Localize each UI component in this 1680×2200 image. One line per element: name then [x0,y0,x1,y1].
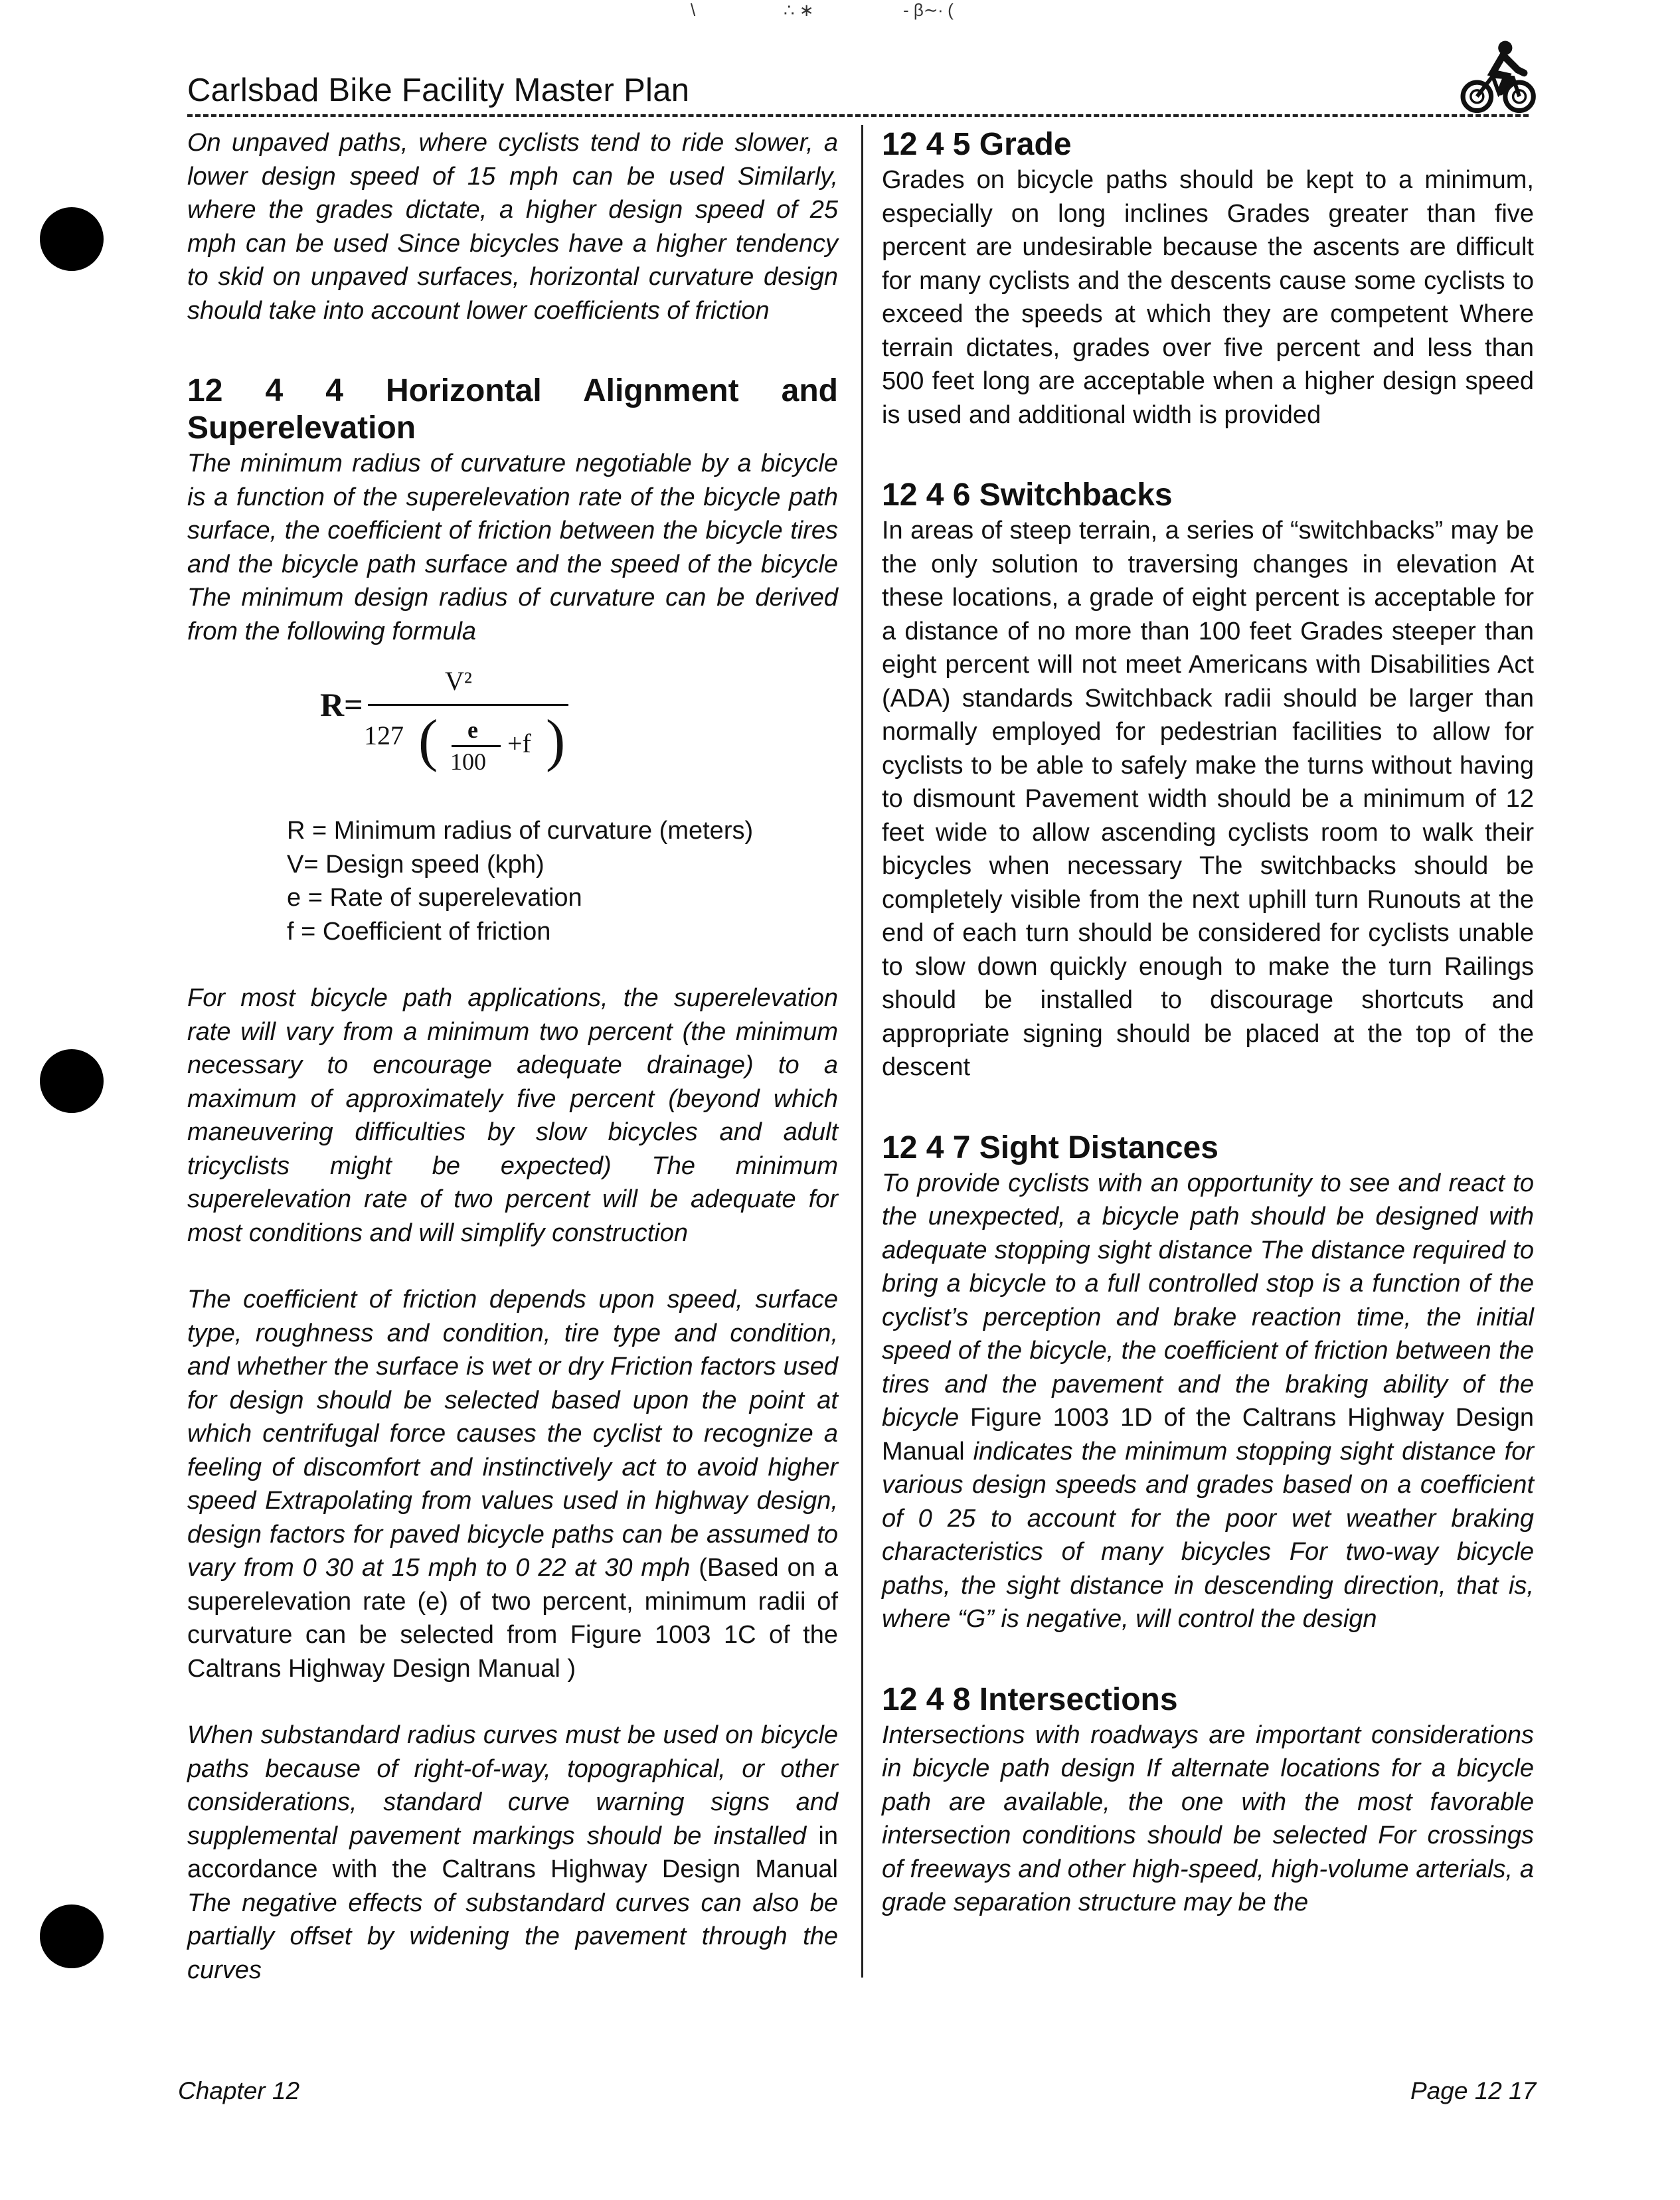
paragraph-sight-distances [882,1167,1534,1636]
paragraph-grade: Grades on bicycle paths should be kept to a minimum, especially on long inclines Grades greater than five percent are undesirable because the ascents are difficult for many cyclists and the descents cause some cyclists to exceed the speeds at which they are competent Where terrain dictates, grades over five percent and less than 500 feet long are acceptable when a higher design speed is used and additional width is provided [882,166,1534,429]
paragraph-superelevation-rate: For most bicycle path applications, the superelevation rate will vary from a minimum two percent (the minimum necessary to encourage adequate drainage) to a maximum of approximately five percent (beyond which maneuvering difficulties by slow bicycles and adult tricyclists might be expected) The minimum superelevation rate of two percent will be adequate for most conditions and will simplify construction [187,984,838,1247]
sight-distances-reference: Figure 1003 1D of the Caltrans Highway Design Manual [882,1404,1534,1466]
definition-v: V= Design speed (kph) [287,850,545,879]
heading-12-4-4: 12 4 4 Horizontal Alignment and Superelevation [187,373,838,446]
formula-close-paren: ) [546,709,566,773]
formula-coefficient: 127 [364,720,404,750]
cyclist-icon [1458,39,1537,117]
column-divider [861,125,863,1978]
formula-fraction-bar [368,704,568,706]
paragraph-minimum-radius: The minimum radius of curvature negotiable by a bicycle is a function of the superelevation rate of the bicycle path surface, the coefficient of friction between the bicycle tires and the bicycle path surface and the speed of the bicycle The minimum design radius of curvature can be derived from the following formula [187,450,838,645]
scan-mark: - β∼∙ ( [903,0,954,20]
scan-mark: ∴ ∗ [784,0,814,20]
heading-12-4-6: 12 4 6 Switchbacks [882,477,1173,513]
coefficient-friction-note: (Based on a superelevation rate (e) of two percent, minimum radii of curvature can be selected from Figure 1003 1C of the Caltrans Highway Design Manual ) [187,1554,838,1683]
substandard-curves-text: When substandard radius curves must be used on bicycle paths because of right-of-way, topographical, or other considerations, standard curve warning signs and supplemental pavement markings should be installed [187,1721,838,1850]
definition-e: e = Rate of superelevation [287,884,582,912]
sight-distances-continued: indicates the minimum stopping sight distance for various design speeds and grades based on a coefficient of 0 25 to account for the poor wet weather braking characteristics of many bicycles For two-way bicycle paths, the sight distance in descending direction, that is, where “G” is negative, will control the design [882,1437,1534,1633]
formula-lhs: R= [320,686,363,723]
formula-plus-f: +f [507,728,531,758]
coefficient-friction-text: The coefficient of friction depends upon speed, surface type, roughness and condition, tire type and condition, and whether the surface is wet or dry Friction factors used for design should be selected based upon the point at which centrifugal force causes the cyclist to recognize a feeling of discomfort and instinctively act to avoid higher speed Extrapolating from values used in highway design, design factors for paved bicycle paths can be assumed to vary from 0 30 at 15 mph to 0 22 at 30 mph [187,1286,838,1582]
paragraph-coefficient-friction [187,1283,838,1685]
substandard-curves-reference: in accordance with the Caltrans Highway Design Manual [187,1821,838,1883]
definition-f: f = Coefficient of friction [287,917,551,946]
curvature-formula [187,660,838,814]
binder-hole-bottom [40,1904,104,1968]
heading-12-4-5: 12 4 5 Grade [882,127,1072,162]
header-dashed-rule [187,114,1529,117]
heading-12-4-8: 12 4 8 Intersections [882,1681,1178,1717]
formula-hundred: 100 [450,748,486,775]
running-header-title: Carlsbad Bike Facility Master Plan [187,72,690,108]
paragraph-switchbacks: In areas of steep terrain, a series of “switchbacks” may be the only solution to traversing changes in elevation At these locations, a grade of eight percent is acceptable for a distance of no more than 100 feet Grades steeper than eight percent will not meet Americans with Disabilities Act (ADA) standards Switchback radii should be larger than normally employed for pedestrian facilities to allow for cyclists to be able to safely make the turns without having to dismount Pavement width should be a minimum of 12 feet wide to allow ascending cyclists room to walk their bicycles when necessary The switchbacks should be completely visible from the next uphill turn Runouts at the end of each turn should be considered for cyclists unable to slow down quickly enough to make the turn Railings should be installed to discourage shortcuts and appropriate signing should be placed at the top of the descent [882,517,1534,1081]
substandard-curves-offset: The negative effects of substandard curves can also be partially offset by widening the pavement through the curves [187,1889,838,1984]
binder-hole-top [40,207,104,271]
footer-chapter: Chapter 12 [178,2077,300,2104]
paragraph-unpaved-paths: On unpaved paths, where cyclists tend to ride slower, a lower design speed of 15 mph can be used Similarly, where the grades dictate, a higher design speed of 25 mph can be used Since bicycles have a higher tendency to skid on unpaved surfaces, horizontal curvature design should take into account lower coefficients of friction [187,129,838,325]
definition-r: R = Minimum radius of curvature (meters) [287,817,754,845]
heading-12-4-7: 12 4 7 Sight Distances [882,1130,1218,1165]
scan-mark: \ [691,0,696,20]
left-column [187,126,838,1987]
formula-definitions [187,814,838,948]
footer-page-number: Page 12 17 [1410,2077,1537,2104]
formula-open-paren: ( [418,709,438,773]
right-column [882,126,1534,1920]
binder-hole-middle [40,1049,104,1113]
formula-sub-fraction-bar [452,745,501,747]
formula-e: e [467,717,478,743]
paragraph-intersections: Intersections with roadways are important considerations in bicycle path design If alternate locations for a bicycle path are available, the one with the most favorable intersection conditions should be selected For crossings of freeways and other high-speed, high-volume arterials, a grade separation structure may be the [882,1721,1534,1916]
formula-numerator: V² [445,666,472,696]
paragraph-substandard-curves [187,1719,838,1987]
sight-distances-text: To provide cyclists with an opportunity to see and react to the unexpected, a bicycle path should be designed with adequate stopping sight distance The distance required to bring a bicycle to a full controlled stop is a function of the cyclist’s perception and brake reaction time, the initial speed of the bicycle, the coefficient of friction between the tires and the pavement and the braking ability of the bicycle [882,1169,1534,1432]
